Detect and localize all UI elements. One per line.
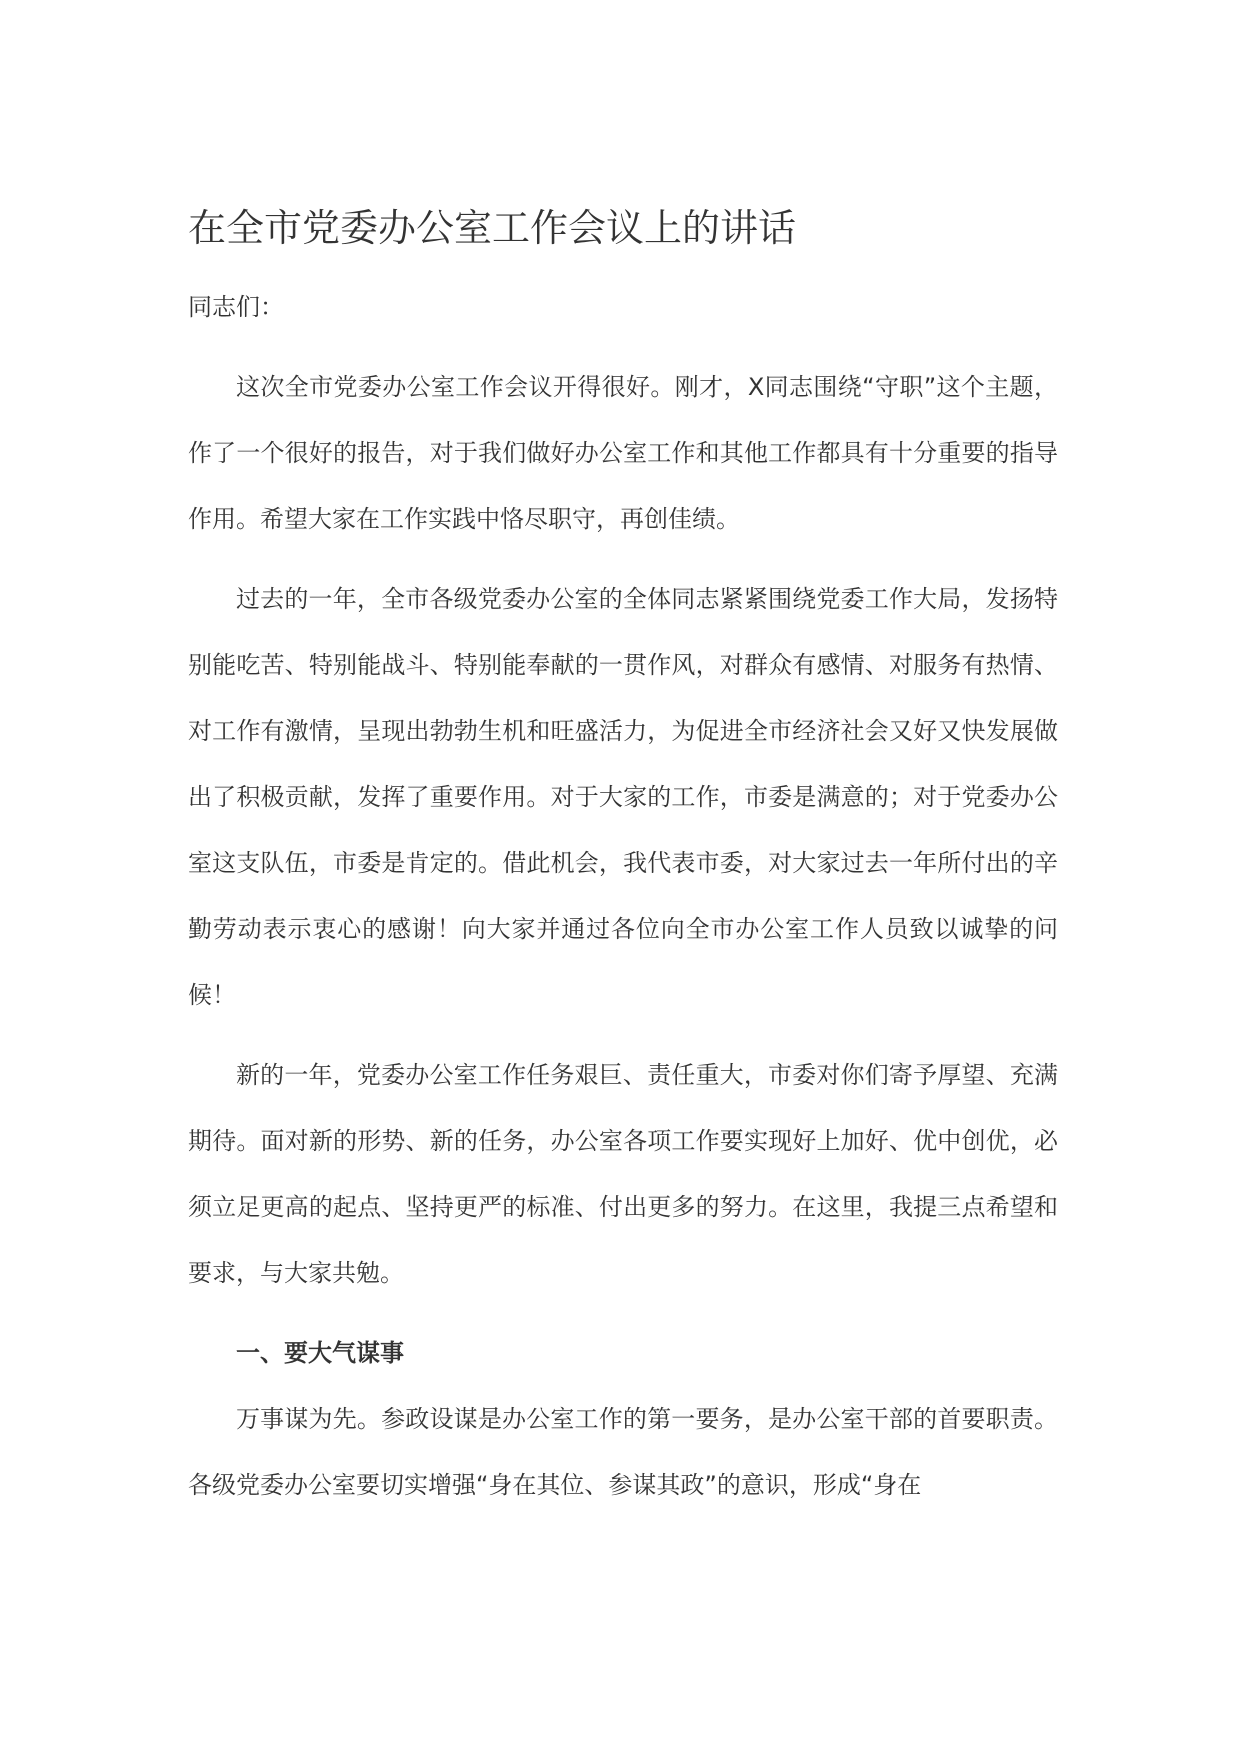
salutation: 同志们： (188, 293, 284, 321)
paragraph-opening: 这次全市党委办公室工作会议开得很好。刚才，X同志围绕“守职”这个主题，作了一个很好的报告，对于我们做好办公室工作和其他工作都具有十分重要的指导作用。希望大家在工作实践中恪尽职守，再创佳绩。 (188, 373, 1058, 533)
section-heading: 一、要大气谋事 (236, 1339, 404, 1367)
document-body (188, 196, 1058, 1518)
document-title: 在全市党委办公室工作会议上的讲话 (188, 206, 797, 250)
paragraph-past-year: 过去的一年，全市各级党委办公室的全体同志紧紧围绕党委工作大局，发扬特别能吃苦、特别能战斗、特别能奉献的一贯作风，对群众有感情、对服务有热情、对工作有激情，呈现出勃勃生机和旺盛活力，为促进全市经济社会又好又快发展做出了积极贡献，发挥了重要作用。对于大家的工作，市委是满意的；对于党委办公室这支队伍，市委是肯定的。借此机会，我代表市委，对大家过去一年所付出的辛勤劳动表示衷心的感谢！向大家并通过各位向全市办公室工作人员致以诚挚的问候！ (188, 585, 1058, 1009)
paragraph-section-one: 万事谋为先。参政设谋是办公室工作的第一要务，是办公室干部的首要职责。各级党委办公室要切实增强“身在其位、参谋其政”的意识，形成“身在 (188, 1405, 1058, 1499)
paragraph-new-year: 新的一年，党委办公室工作任务艰巨、责任重大，市委对你们寄予厚望、充满期待。面对新的形势、新的任务，办公室各项工作要实现好上加好、优中创优，必须立足更高的起点、坚持更严的标准、付出更多的努力。在这里，我提三点希望和要求，与大家共勉。 (188, 1061, 1058, 1287)
